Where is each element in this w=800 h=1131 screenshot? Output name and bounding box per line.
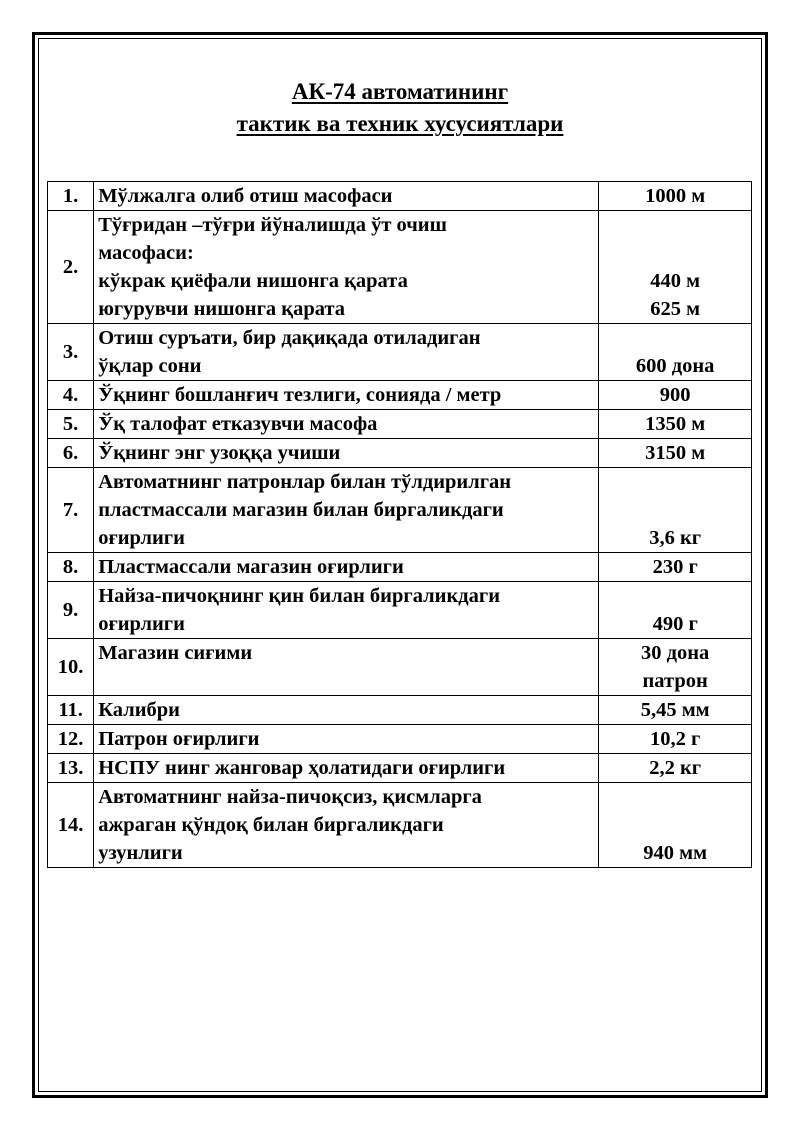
- description-line: Магазин сиғими: [98, 642, 253, 664]
- row-description: [94, 582, 599, 639]
- row-number: 12.: [48, 725, 94, 754]
- row-value: [599, 182, 752, 211]
- description-line: ажраган қўндоқ билан биргаликдаги: [98, 814, 444, 836]
- row-value: [599, 324, 752, 381]
- title-line-2: тактик ва техник хусусиятлари: [236, 111, 564, 136]
- value-line: 10,2 г: [650, 728, 701, 750]
- description-line: пластмассали магазин билан биргаликдаги: [98, 499, 504, 521]
- row-description: [94, 754, 599, 783]
- row-number: 7.: [48, 468, 94, 553]
- description-line: оғирлиги: [98, 527, 185, 549]
- row-value: [599, 582, 752, 639]
- description-line: НСПУ нинг жанговар ҳолатидаги оғирлиги: [98, 757, 506, 779]
- row-description: [94, 439, 599, 468]
- row-description: [94, 553, 599, 582]
- row-number: 9.: [48, 582, 94, 639]
- table-row: [48, 439, 752, 468]
- specifications-table-body: [48, 182, 752, 868]
- table-row: [48, 725, 752, 754]
- row-description: [94, 211, 599, 324]
- description-line: ўқлар сони: [98, 355, 202, 377]
- row-number: 5.: [48, 410, 94, 439]
- description-line: Ўқ талофат етказувчи масофа: [98, 413, 378, 435]
- title-line-1: АК-74 автоматининг: [291, 79, 509, 104]
- row-description: [94, 783, 599, 868]
- row-value: [599, 439, 752, 468]
- row-value: [599, 553, 752, 582]
- row-value: [599, 381, 752, 410]
- table-row: [48, 783, 752, 868]
- value-line: 230 г: [652, 556, 698, 578]
- value-line: 440 м: [650, 270, 701, 292]
- description-line: Тўғридан –тўғри йўналишда ўт очиш: [98, 214, 447, 236]
- value-line: 2,2 кг: [649, 757, 702, 779]
- table-row: [48, 696, 752, 725]
- value-line: 30 дона: [641, 642, 710, 664]
- value-line: 3150 м: [645, 442, 706, 464]
- table-row: [48, 582, 752, 639]
- description-line: Автоматнинг патронлар билан тўлдирилган: [98, 471, 512, 493]
- row-description: [94, 696, 599, 725]
- description-line: Мўлжалга олиб отиш масофаси: [98, 185, 393, 207]
- description-line: Ўқнинг бошланғич тезлиги, сонияда / метр: [98, 384, 502, 406]
- value-line: 1000 м: [645, 185, 706, 207]
- value-line: 600 дона: [635, 355, 715, 377]
- value-line: патрон: [642, 670, 708, 692]
- row-value: [599, 696, 752, 725]
- row-description: [94, 725, 599, 754]
- table-row: [48, 553, 752, 582]
- value-line: 900: [659, 384, 691, 406]
- row-number: 13.: [48, 754, 94, 783]
- table-row: [48, 410, 752, 439]
- row-value: [599, 468, 752, 553]
- description-line: масофаси:: [98, 242, 194, 264]
- value-line: 625 м: [650, 298, 701, 320]
- row-number: 8.: [48, 553, 94, 582]
- description-line: Ўқнинг энг узоққа учиши: [98, 442, 341, 464]
- row-number: 2.: [48, 211, 94, 324]
- row-value: [599, 725, 752, 754]
- row-number: 14.: [48, 783, 94, 868]
- row-value: [599, 639, 752, 696]
- table-row: [48, 639, 752, 696]
- description-line: Отиш суръати, бир дақиқада отиладиган: [98, 327, 481, 349]
- row-value: [599, 754, 752, 783]
- row-description: [94, 468, 599, 553]
- description-line: Пластмассали магазин оғирлиги: [98, 556, 404, 578]
- row-number: 3.: [48, 324, 94, 381]
- description-line: узунлиги: [98, 842, 183, 864]
- row-description: [94, 381, 599, 410]
- table-row: [48, 381, 752, 410]
- row-value: [599, 211, 752, 324]
- table-row: [48, 754, 752, 783]
- table-row: [48, 324, 752, 381]
- description-line: Найза-пичоқнинг қин билан биргаликдаги: [98, 585, 500, 607]
- description-line: Автоматнинг найза-пичоқсиз, қисмларга: [98, 786, 482, 808]
- specifications-table: [47, 181, 752, 868]
- table-row: [48, 211, 752, 324]
- row-description: [94, 639, 599, 696]
- row-number: 11.: [48, 696, 94, 725]
- description-line: Патрон оғирлиги: [98, 728, 260, 750]
- row-description: [94, 410, 599, 439]
- value-line: 1350 м: [645, 413, 706, 435]
- description-line: кўкрак қиёфали нишонга қарата: [98, 270, 408, 292]
- row-number: 10.: [48, 639, 94, 696]
- table-row: [48, 468, 752, 553]
- row-description: [94, 182, 599, 211]
- description-line: оғирлиги: [98, 613, 185, 635]
- description-line: югурувчи нишонга қарата: [98, 298, 346, 320]
- row-number: 1.: [48, 182, 94, 211]
- table-row: [48, 182, 752, 211]
- row-value: [599, 410, 752, 439]
- value-line: 5,45 мм: [640, 699, 710, 721]
- value-line: 490 г: [652, 613, 698, 635]
- row-number: 6.: [48, 439, 94, 468]
- row-number: 4.: [48, 381, 94, 410]
- row-description: [94, 324, 599, 381]
- row-value: [599, 783, 752, 868]
- value-line: 940 мм: [643, 842, 708, 864]
- value-line: 3,6 кг: [649, 527, 702, 549]
- description-line: Калибри: [98, 699, 180, 721]
- document-title: [0, 76, 800, 140]
